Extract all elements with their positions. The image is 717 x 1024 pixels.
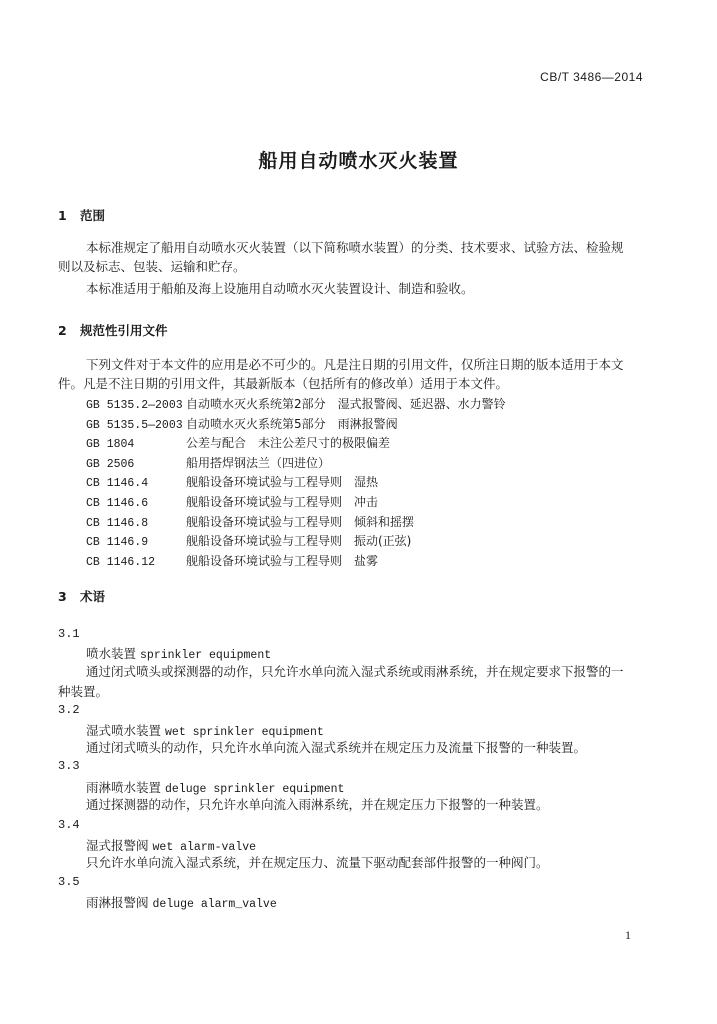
term-entry [86,778,344,796]
term-chinese: 喷水装置 [86,646,137,661]
reference-title: 舰船设备环境试验与工程导则 冲击 [186,494,379,509]
term-definition [58,662,658,702]
section-number: 2 [58,323,67,338]
term-entry [86,721,324,739]
reference-title: 舰船设备环境试验与工程导则 振动(正弦) [186,534,412,549]
text-line: 种装置。 [58,684,109,699]
section-title: 范围 [80,208,106,223]
reference-item [86,395,666,415]
term-chinese: 湿式报警阀 [86,838,149,853]
reference-code: GB 1804 [86,438,135,452]
text-line: 通过闭式喷头或探测器的动作，只允许水单向流入湿式系统或雨淋系统，并在规定要求下报警的一 [86,664,624,679]
term-number: 3.4 [58,818,80,832]
reference-code: CB 1146.9 [86,536,149,550]
term-number: 3.5 [58,875,80,889]
term-english: sprinkler equipment [140,649,272,662]
term-definition: 通过闭式喷头的动作，只允许水单向流入湿式系统并在规定压力及流量下报警的一种装置。 [86,740,587,755]
section-3-heading [58,587,105,605]
reference-item [86,513,666,533]
text-line: 件。凡是不注日期的引用文件，其最新版本（包括所有的修改单）适用于本文件。 [58,376,509,391]
term-entry [86,893,277,911]
term-english: wet alarm-valve [152,841,257,854]
reference-item [86,532,666,552]
term-definition: 通过探测器的动作，只允许水单向流入雨淋系统，并在规定压力下报警的一种装置。 [86,797,549,812]
section-title: 术语 [80,589,106,604]
term-chinese: 雨淋报警阀 [86,895,149,910]
reference-item [86,552,666,572]
section-number: 1 [58,208,67,223]
normative-references-list [86,395,666,571]
reference-item [86,434,666,454]
reference-title: 自动喷水灭火系统第5部分 雨淋报警阀 [186,416,398,431]
reference-code: CB 1146.4 [86,477,149,491]
term-english: wet sprinkler equipment [165,726,324,739]
reference-code: CB 1146.8 [86,516,149,530]
standard-code: CB/T 3486—2014 [540,70,643,84]
text-line: 本标准规定了船用自动喷水灭火装置（以下简称喷水装置）的分类、技术要求、试验方法、检验规 [86,240,624,255]
section-1-paragraph-2: 本标准适用于船舶及海上设施用自动喷水灭火装置设计、制造和验收。 [86,281,474,296]
reference-title: 舰船设备环境试验与工程导则 倾斜和摇摆 [186,514,415,529]
document-title: 船用自动喷水灭火装置 [258,150,459,172]
term-number: 3.2 [58,703,80,717]
term-entry [86,836,256,854]
section-2-heading [58,321,168,339]
section-1-paragraph-1 [58,238,658,276]
section-title: 规范性引用文件 [80,323,168,338]
reference-code: CB 1146.12 [86,555,156,569]
reference-title: 船用搭焊钢法兰（四进位） [186,455,331,470]
term-entry [86,644,271,662]
term-chinese: 雨淋喷水装置 [86,780,162,795]
text-line: 下列文件对于本文件的应用是必不可少的。凡是注日期的引用文件，仅所注日期的版本适用于本文 [86,357,624,372]
reference-item [86,454,666,474]
reference-title: 自动喷水灭火系统第2部分 湿式报警阀、延迟器、水力警铃 [186,397,506,411]
term-chinese: 湿式喷水装置 [86,723,162,738]
section-1-heading [58,206,105,224]
page-number: 1 [625,928,631,942]
reference-item [86,415,666,435]
reference-item [86,473,666,493]
section-2-paragraph-1 [58,355,658,393]
reference-title: 舰船设备环境试验与工程导则 湿热 [186,475,379,490]
section-number: 3 [58,589,67,604]
term-english: deluge alarm_valve [152,898,277,911]
reference-code: CB 1146.6 [86,496,149,510]
reference-title: 公差与配合 未注公差尺寸的极限偏差 [186,436,391,451]
term-english: deluge sprinkler equipment [165,783,345,796]
reference-code: GB 5135.5—2003 [86,418,183,432]
text-line: 则以及标志、包装、运输和贮存。 [58,259,246,274]
term-definition: 只允许水单向流入湿式系统，并在规定压力、流量下驱动配套部件报警的一种阀门。 [86,855,549,870]
term-number: 3.1 [58,627,80,641]
reference-item [86,493,666,513]
reference-code: GB 5135.2—2003 [86,399,183,412]
term-number: 3.3 [58,759,80,773]
reference-title: 舰船设备环境试验与工程导则 盐雾 [186,553,379,568]
reference-code: GB 2506 [86,457,135,471]
